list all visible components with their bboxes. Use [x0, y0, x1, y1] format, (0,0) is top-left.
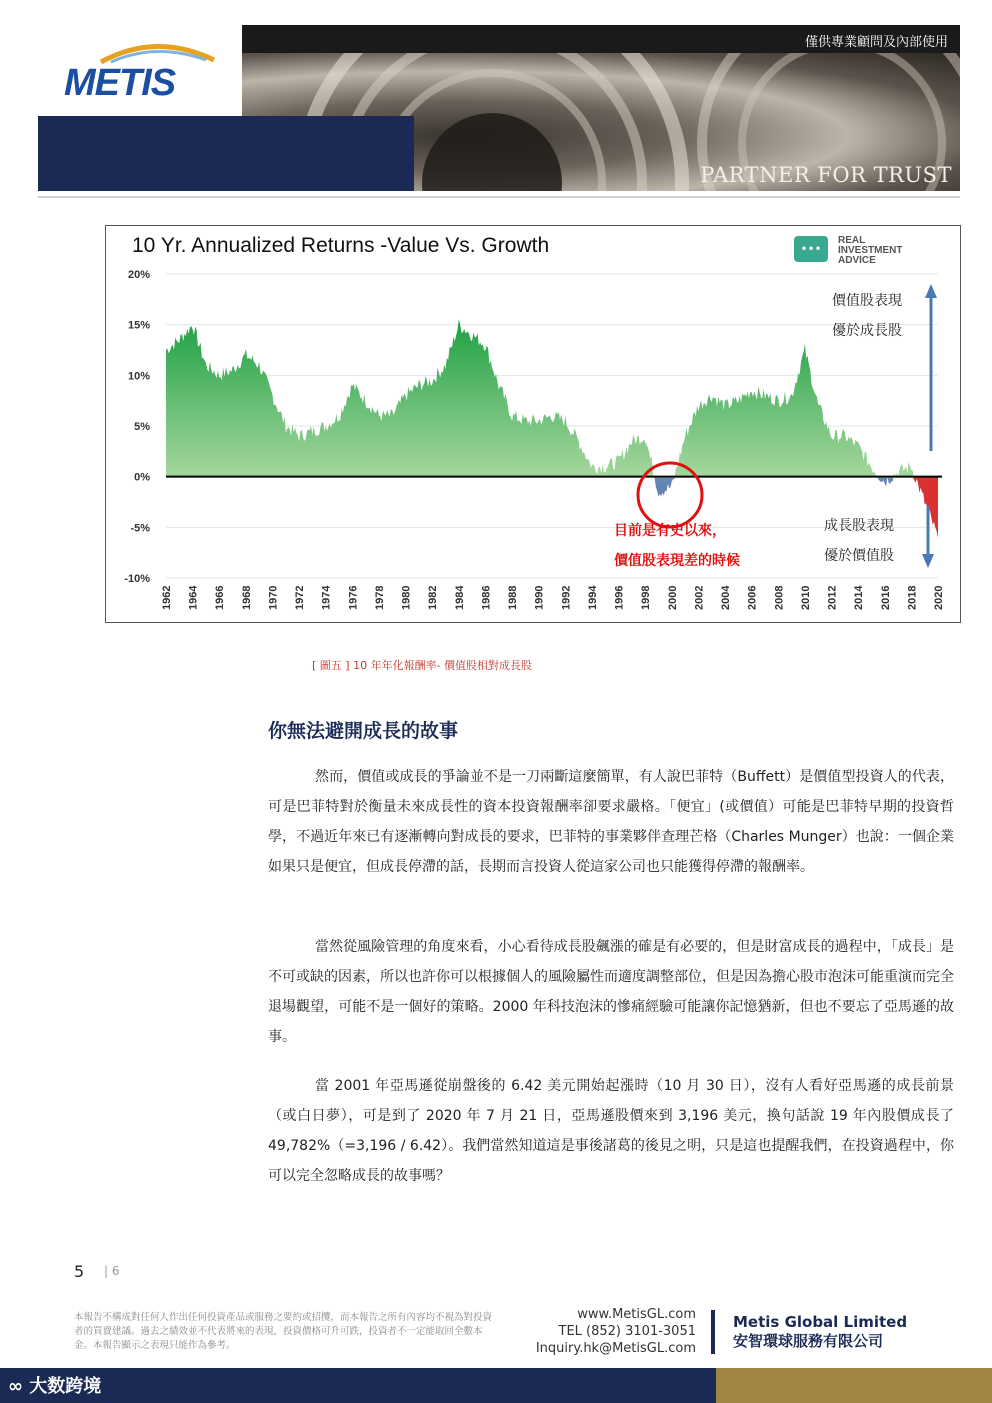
y-tick-label: -10%	[124, 573, 150, 585]
y-axis-ticks	[124, 269, 150, 585]
ria-logo-icon: •••	[794, 236, 828, 262]
ria-logo-line-1: REAL	[838, 235, 866, 246]
current-status-line-2: 價值股表現差的時候	[614, 553, 740, 569]
value-outperforms-note	[832, 286, 902, 346]
recent-negative-area	[905, 477, 938, 538]
footer-navy-band	[0, 1368, 716, 1403]
x-tick-label: 1980	[400, 585, 413, 610]
footer-gold-band	[716, 1368, 992, 1403]
x-tick-label: 1976	[347, 585, 360, 610]
value-vs-growth-chart	[105, 225, 961, 623]
x-tick-label: 1974	[320, 585, 333, 610]
ria-logo-line-2: INVESTMENT	[838, 245, 903, 256]
website-link[interactable]: www.MetisGL.com	[577, 1307, 696, 1322]
article-paragraph-3: 當 2001 年亞馬遜從崩盤後的 6.42 美元開始起漲時（10 月 30 日），沒有人看好亞馬遜的成長前景（或白日夢），可是到了 2020 年 7 月 21 日，亞馬遜股價來到 3,196 美元，換句話說 19 年內股價成長了 49,782%（=3,196 / 6.42）。我們當然知道這是事後諸葛的後見之明，只是這也提醒我們，在投資過程中，你可以完全忽略成長的故事嗎？	[268, 1078, 954, 1184]
ria-logo-line-3: ADVICE	[838, 255, 876, 266]
disclaimer: 本報告不構成對任何人作出任何投資產品或服務之要約或招攬，而本報告之所有內容均不視為對投資者的買賣建議。過去之績效並不代表將來的表現，投資價格可升可跌，投資者不一定能取回全數本金。本報告顯示之表現只能作為參考。	[74, 1312, 493, 1351]
positive-returns-area	[166, 319, 938, 537]
x-tick-label: 2018	[906, 585, 919, 610]
article-paragraph-1: 然而，價值或成長的爭論並不是一刀兩斷這麼簡單，有人說巴菲特（Buffett）是價值型投資人的代表，可是巴菲特對於衡量未來成長性的資本投資報酬率卻要求嚴格。「便宜」(或價值）可能是巴菲特早期的投資哲學，不過近年來已有逐漸轉向對成長的要求，巴菲特的事業夥伴查理芒格（Charles Munger）也說：一個企業如果只是便宜，但成長停滯的話，長期而言投資人從這家公司也只能獲得停滯的報酬率。	[268, 769, 954, 875]
x-tick-label: 2002	[693, 585, 706, 610]
tagline: PARTNER FOR TRUST	[700, 163, 952, 187]
header-divider	[38, 196, 960, 198]
chart-title: 10 Yr. Annualized Returns -Value Vs. Growth	[132, 234, 550, 257]
company-name-en: Metis Global Limited	[733, 1313, 908, 1331]
logo-text: METIS	[64, 62, 176, 104]
x-tick-label: 2010	[799, 585, 812, 610]
current-status-note	[614, 516, 740, 576]
current-status-line-1: 目前是有史以來，	[614, 523, 726, 539]
footer-divider	[711, 1310, 715, 1354]
y-tick-label: 10%	[127, 370, 150, 383]
value-outperforms-line-2: 優於成長股	[832, 323, 902, 339]
figure-caption: [ 圖五 ] 10 年年化報酬率- 價值股相對成長股	[312, 659, 533, 672]
x-tick-label: 2012	[826, 585, 839, 610]
value-outperforms-line-1: 價值股表現	[832, 293, 902, 309]
x-tick-label: 2004	[720, 585, 733, 610]
x-tick-label: 1978	[373, 585, 386, 610]
x-tick-label: 1994	[586, 585, 599, 610]
y-tick-label: 5%	[134, 421, 150, 433]
y-tick-label: 0%	[134, 471, 150, 484]
watermark	[8, 1372, 101, 1398]
metis-logo	[56, 36, 216, 106]
article-paragraph-2: 當然從風險管理的角度來看，小心看待成長股飆漲的確是有必要的，但是財富成長的過程中，「成長」是不可或缺的因素，所以也許你可以根據個人的風險屬性而適度調整部位，但是因為擔心股市泡沫可能重演而完全退場觀望，可能不是一個好的策略。2000 年科技泡沫的慘痛經驗可能讓你記憶猶新，但也不要忘了亞馬遜的故事。	[268, 939, 954, 1045]
growth-outperforms-note	[824, 511, 894, 571]
x-tick-label: 1984	[453, 585, 466, 610]
contact-info	[520, 1306, 696, 1357]
x-tick-label: 1992	[560, 585, 573, 610]
watermark-text: 大数跨境	[29, 1376, 102, 1397]
top-notice: 僅供專業顧問及內部使用	[804, 35, 948, 50]
y-tick-label: -5%	[130, 522, 150, 535]
company-name-zh: 安智環球服務有限公司	[733, 1332, 884, 1350]
x-tick-label: 2016	[879, 585, 892, 610]
company-name	[733, 1313, 907, 1351]
x-tick-label: 1970	[267, 585, 280, 610]
x-tick-label: 1998	[640, 585, 653, 610]
x-tick-label: 2006	[746, 585, 759, 610]
header-navy-block	[38, 116, 414, 191]
email-link[interactable]: Inquiry.hk@MetisGL.com	[535, 1341, 696, 1356]
x-tick-label: 1988	[507, 585, 520, 610]
x-tick-label: 2020	[933, 585, 945, 610]
growth-outperforms-line-2: 優於價值股	[824, 548, 894, 564]
page-number: 5	[74, 1262, 85, 1281]
x-tick-label: 2000	[666, 585, 679, 610]
y-tick-label: 20%	[127, 269, 150, 281]
x-tick-label: 1982	[427, 585, 440, 610]
x-axis-ticks	[161, 585, 945, 610]
x-tick-label: 1964	[187, 585, 200, 610]
watermark-icon: ∞	[8, 1376, 30, 1397]
x-tick-label: 1968	[240, 585, 253, 610]
telephone: TEL (852) 3101-3051	[558, 1324, 696, 1339]
page-header	[0, 0, 992, 200]
x-tick-label: 1996	[613, 585, 626, 610]
x-tick-label: 1962	[161, 585, 173, 610]
logo-arc-icon	[96, 38, 216, 64]
article-title: 你無法避開成長的故事	[268, 720, 459, 742]
x-tick-label: 1990	[533, 585, 546, 610]
x-tick-label: 1972	[294, 585, 307, 610]
x-tick-label: 1986	[480, 585, 493, 610]
x-tick-label: 1966	[214, 585, 227, 610]
total-pages: | 6	[104, 1264, 120, 1278]
growth-outperforms-line-1: 成長股表現	[824, 518, 894, 534]
x-tick-label: 2008	[773, 585, 786, 610]
x-tick-label: 2014	[853, 585, 866, 610]
y-tick-label: 15%	[127, 319, 150, 332]
top-notice-bar	[242, 25, 960, 53]
